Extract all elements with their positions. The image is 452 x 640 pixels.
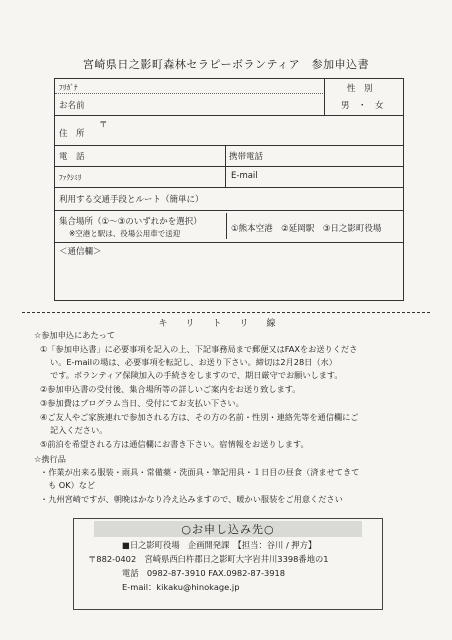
address-label: 住 所	[59, 129, 85, 139]
note-line: ④ご友人やご家族連れで参加される方は、その方の名前・性別・連絡先等を通信欄にご	[40, 412, 359, 422]
airport-note: ※空港と駅は、役場公用車で送迎	[69, 229, 181, 238]
transport-label: 利用する交通手段とルート（簡単に）	[59, 195, 204, 205]
page-title: 宮崎県日之影町森林セラピーボランティア 参加申込書	[82, 58, 370, 71]
contact-address: 〒882-0402 宮崎県西臼杵郡日之影町大字岩井川3398番地の1	[88, 554, 329, 564]
meeting-place-label: 集合場所（①～③のいずれかを選択）	[59, 217, 202, 227]
fax-label: ﾌｧｸｼﾐﾘ	[59, 173, 82, 182]
form-divider	[55, 187, 403, 188]
gender-header: 性 別	[347, 84, 373, 94]
belongings-line: ・九州宮崎ですが、朝晩はかなり冷え込みますので、暖かい服装をご用意ください	[40, 494, 343, 504]
mobile-label: 携帯電話	[229, 152, 264, 162]
form-divider	[225, 145, 226, 187]
form-divider	[226, 213, 227, 239]
belongings-heading: ☆携行品	[34, 454, 66, 464]
form-divider	[55, 210, 403, 211]
contact-phone-fax: 電話 0982-87-3910 FAX.0982-87-3918	[122, 568, 286, 578]
form-divider	[55, 242, 403, 243]
contact-box	[73, 518, 383, 610]
note-line: ①「参加申込書」に必要事項を記入の上、下記事務局まで郵便又はFAXをお送りくださ	[40, 344, 358, 354]
contact-org: ■日之影町役場 企画開発課 【担当：谷川 / 押方】	[122, 540, 317, 550]
belongings-line: も OK）など	[48, 480, 96, 490]
note-line: 記入ください。	[50, 425, 108, 435]
application-form	[54, 78, 404, 301]
note-line: ②参加申込書の受付後、集合場所等の詳しいご案内をお送り致します。	[40, 384, 301, 394]
phone-label: 電 話	[59, 152, 85, 162]
meeting-options: ①熊本空港 ②延岡駅 ③日之影町役場	[231, 224, 382, 234]
form-divider	[324, 79, 325, 115]
name-label: お名前	[59, 101, 85, 111]
email-label: E-mail	[231, 171, 258, 181]
cut-line	[22, 312, 430, 313]
form-divider	[55, 145, 403, 146]
comments-label: ＜通信欄＞	[59, 247, 102, 257]
contact-email: E-mail：kikaku@hinokage.jp	[122, 582, 240, 592]
form-divider	[55, 115, 403, 116]
gender-options: 男 ・ 女	[341, 101, 384, 111]
note-line: ⑤前泊を希望される方は通信欄にお書き下さい。宿情報をお送りします。	[40, 439, 309, 449]
note-line: い。E-mailの場は、必要事項を転記し、お送り下さい。締切は2月28日（水）	[50, 357, 337, 367]
postal-mark: 〒	[99, 120, 108, 130]
note-line: ③参加費はプログラム当日、受付にてお支払い下さい。	[40, 398, 244, 408]
furigana-label: ﾌﾘｶﾞﾅ	[59, 83, 78, 92]
cut-label: キリトリ線	[158, 319, 294, 329]
belongings-line: ・作業が出来る服装・雨具・常備薬・洗面具・筆記用具・１日目の昼食（済ませてきて	[40, 467, 360, 477]
form-divider	[55, 93, 323, 94]
notes-heading: ☆参加申込にあたって	[34, 330, 116, 340]
form-divider	[55, 166, 403, 167]
note-line: です。ボランティア保険加入の手続きをしますので、期日厳守でお願いします。	[50, 370, 343, 380]
contact-header: ○お申し込み先○	[94, 521, 362, 537]
